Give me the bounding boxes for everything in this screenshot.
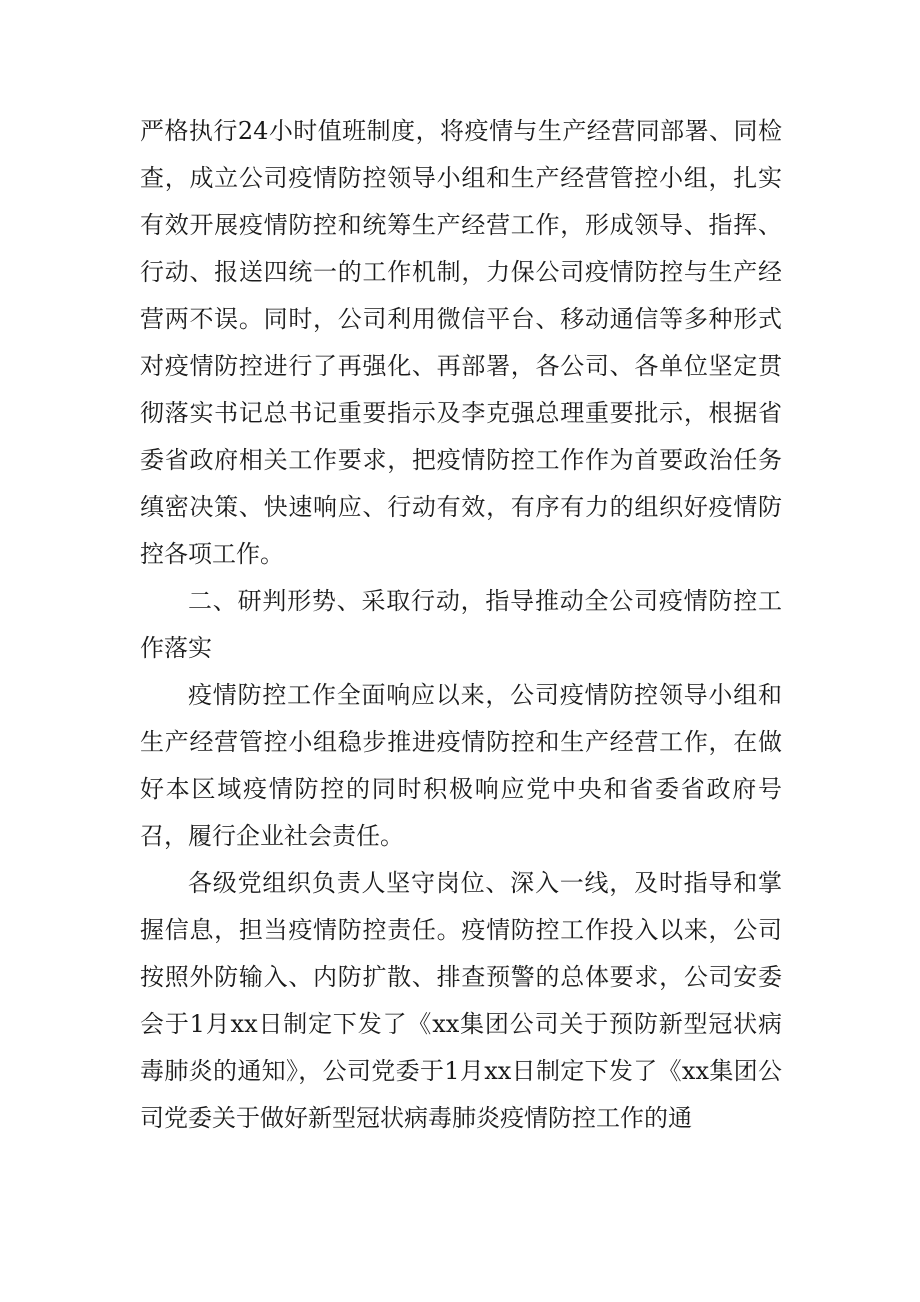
section-heading: 二、研判形势、采取行动，指导推动全公司疫情防控工作落实 <box>140 587 782 662</box>
document-page <box>140 108 782 1142</box>
body-paragraph: 严格执行24小时值班制度，将疫情与生产经营同部署、同检查，成立公司疫情防控领导小组和生产经营管控小组，扎实有效开展疫情防控和统筹生产经营工作，形成领导、指挥、行动、报送四统一的工作机制，力保公司疫情防控与生产经营两不误。同时，公司利用微信平台、移动通信等多种形式对疫情防控进行了再强化、再部署，各公司、各单位坚定贯彻落实书记总书记重要指示及李克强总理重要批示，根据省委省政府相关工作要求，把疫情防控工作作为首要政治任务缜密决策、快速响应、行动有效，有序有力的组织好疫情防控各项工作。 <box>140 117 782 568</box>
body-paragraph: 疫情防控工作全面响应以来，公司疫情防控领导小组和生产经营管控小组稳步推进疫情防控和生产经营工作，在做好本区域疫情防控的同时积极响应党中央和省委省政府号召，履行企业社会责任。 <box>140 681 782 850</box>
body-paragraph: 各级党组织负责人坚守岗位、深入一线，及时指导和掌握信息，担当疫情防控责任。疫情防控工作投入以来，公司按照外防输入、内防扩散、排查预警的总体要求，公司安委会于1月xx日制定下发了《xx集团公司关于预防新型冠状病毒肺炎的通知》，公司党委于1月xx日制定下发了《xx集团公司党委关于做好新型冠状病毒肺炎疫情防控工作的通 <box>140 869 782 1132</box>
